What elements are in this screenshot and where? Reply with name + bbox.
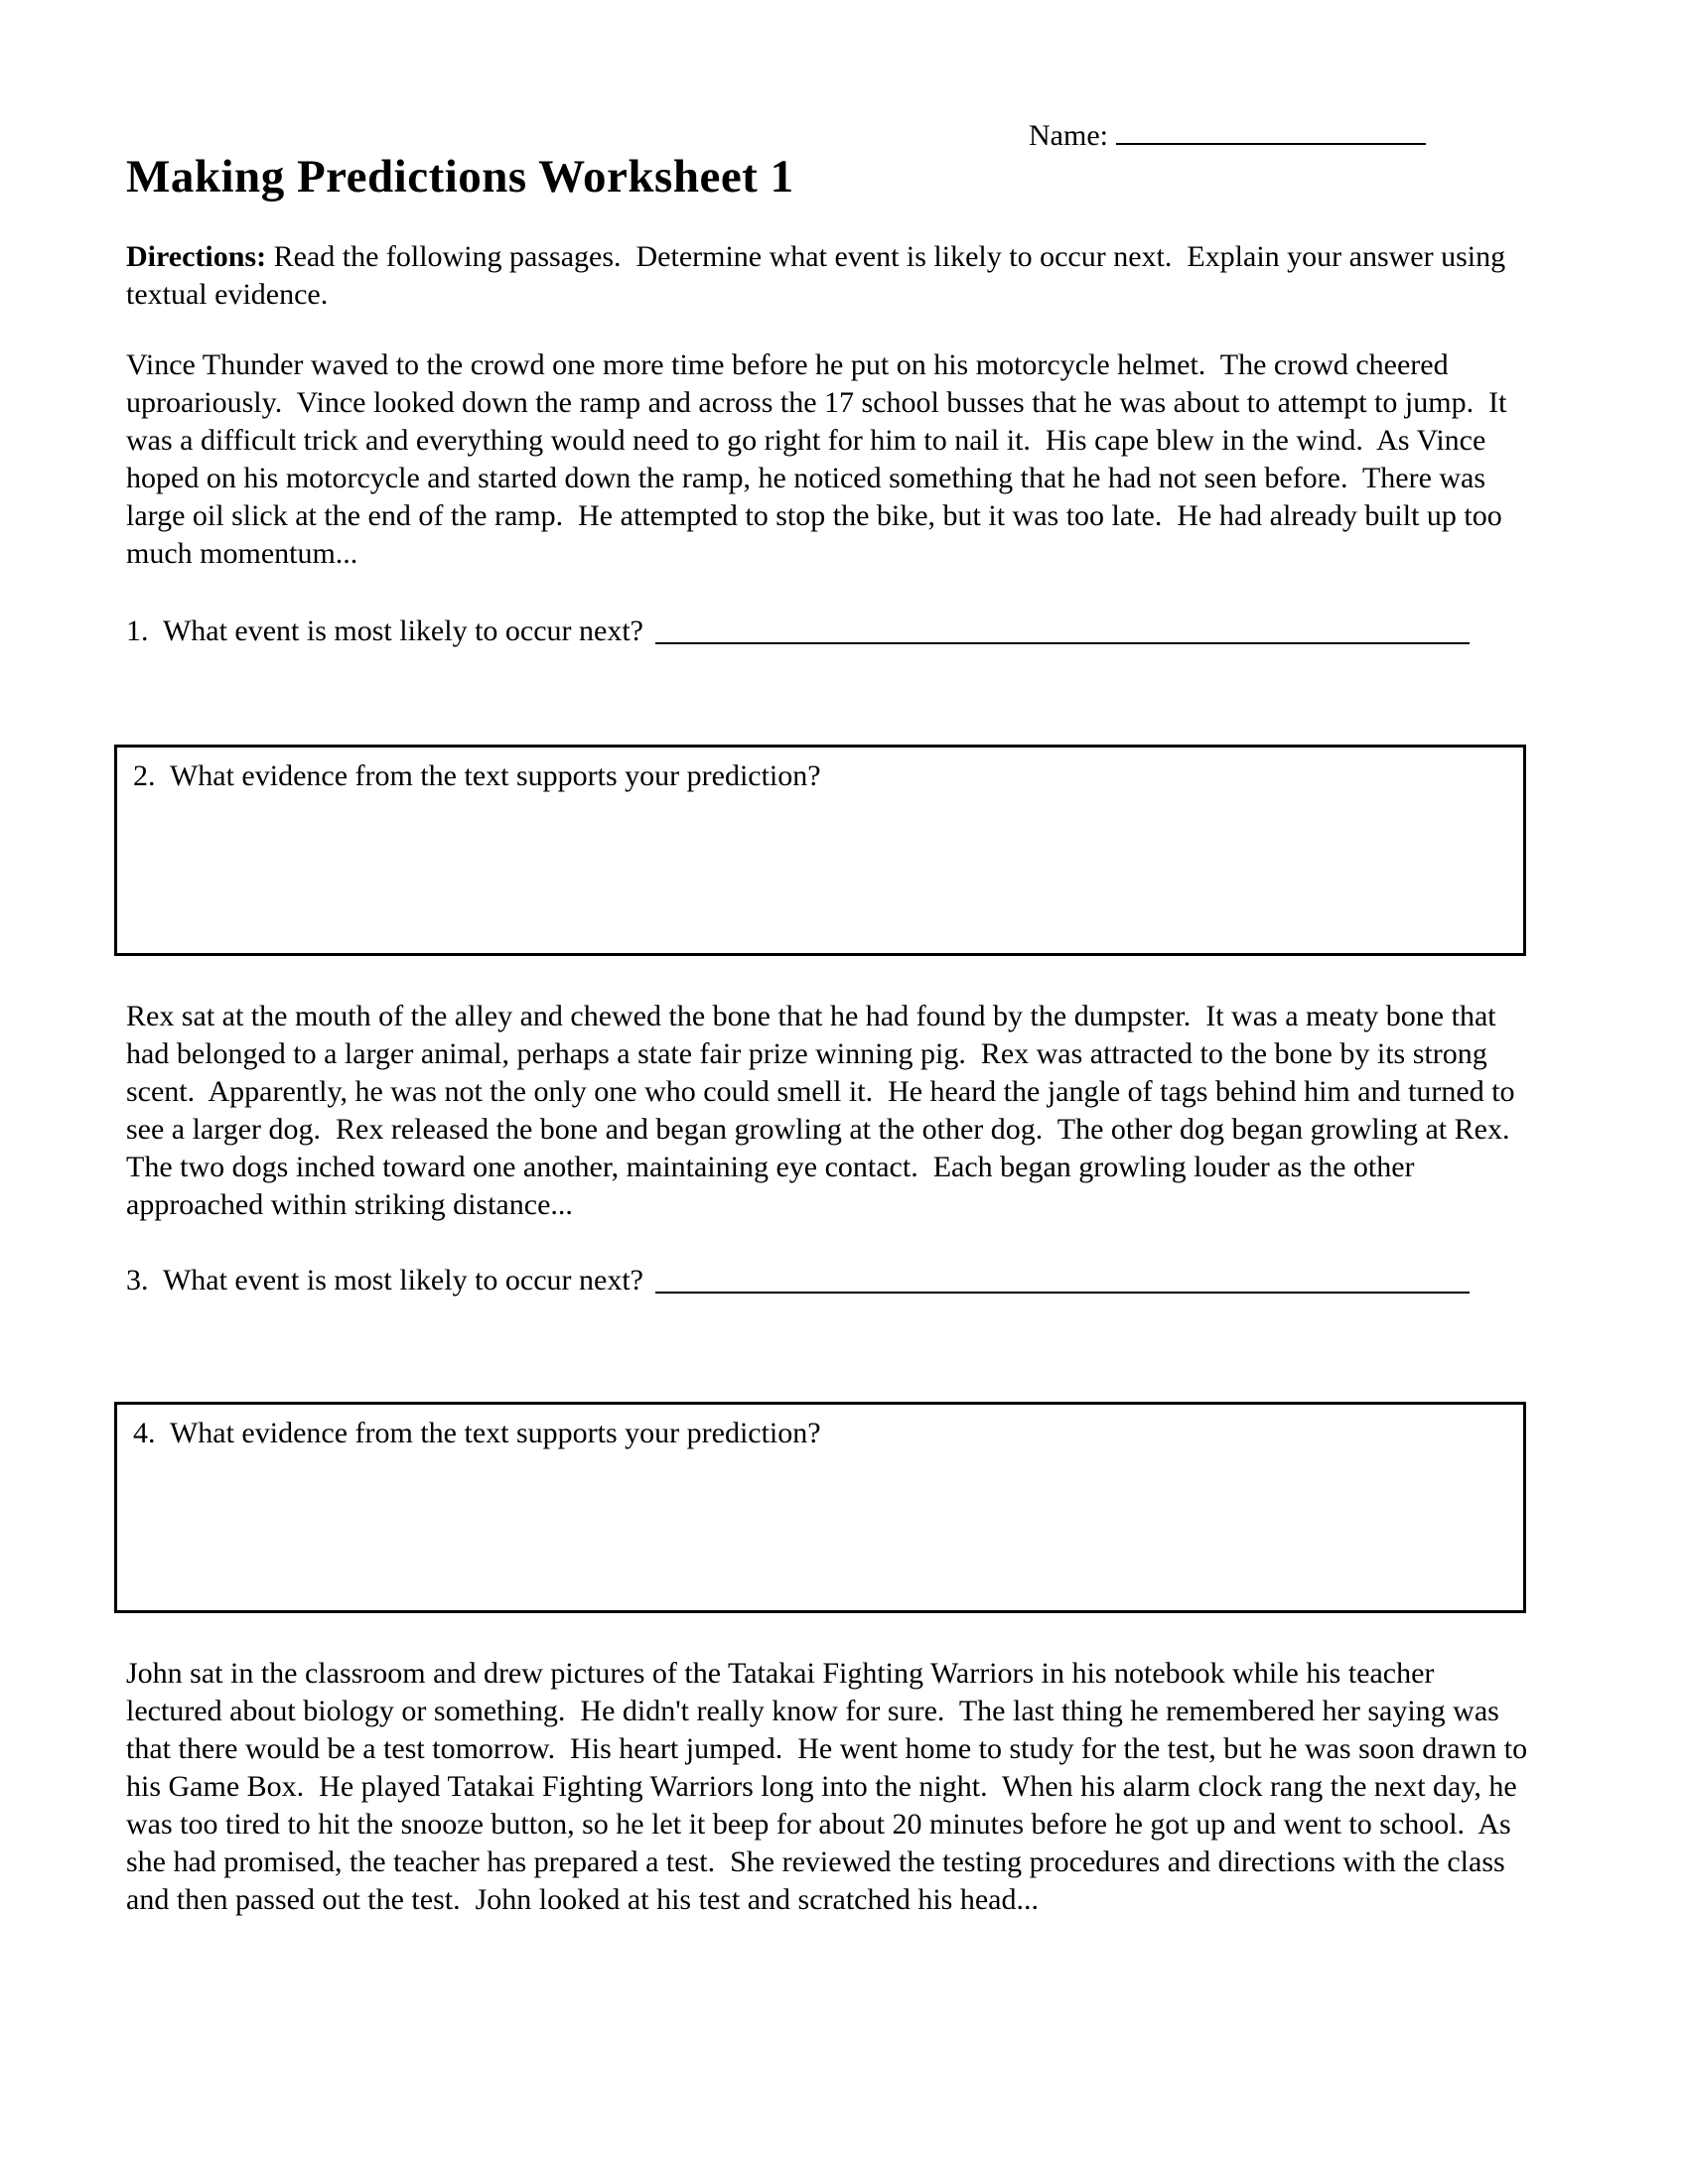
page-title: Making Predictions Worksheet 1 (126, 151, 794, 203)
passage-3: John sat in the classroom and drew pictures of the Tatakai Fighting Warriors in his notebook while his teacher lectured about biology or something. He didn't really know for sure. The last thing he remembered her saying was that there would be a test tomorrow. His heart jumped. He went home to study for the test, but he was soon drawn to his Game Box. He played Tatakai Fighting Warriors long into the night. When his alarm clock rang the next day, he was too tired to hit the snooze button, so he let it beep for about 20 minutes before he got up and went to school. As she had promised, the teacher has prepared a test. She reviewed the testing procedures and directions with the class and then passed out the test. John looked at his test and scratched his head... (126, 1657, 1535, 1916)
question-1-label: 1. What event is most likely to occur next? (126, 614, 643, 647)
passage-1: Vince Thunder waved to the crowd one more time before he put on his motorcycle helmet. The crowd cheered uproariously. Vince looked down the ramp and across the 17 school busses that he was about to attempt to jump. It was a difficult trick and everything would need to go right for him to nail it. His cape blew in the wind. As Vince hoped on his motorcycle and started down the ramp, he noticed something that he had not seen before. There was large oil slick at the end of the ramp. He attempted to stop the bike, but it was too late. He had already built up too much momentum... (126, 348, 1514, 570)
question-3 (126, 1262, 1528, 1299)
question-2-answer-box[interactable] (114, 745, 1526, 956)
worksheet-content (126, 0, 1535, 1919)
question-2-label: 2. What evidence from the text supports your prediction? (133, 759, 821, 792)
question-1 (126, 613, 1528, 650)
name-label: Name: (1029, 119, 1108, 152)
passage-2: Rex sat at the mouth of the alley and chewed the bone that he had found by the dumpster. It was a meaty bone that had belonged to a larger animal, perhaps a state fair prize winning pig. Rex was attracted to the bone by its strong scent. Apparently, he was not the only one who could smell it. He heard the jangle of tags behind him and turned to see a larger dog. Rex released the bone and began growling at the other dog. The other dog began growling at Rex. The two dogs inched toward one another, maintaining eye contact. Each began growling louder as the other approached within striking distance... (126, 1000, 1524, 1221)
question-3-answer-line[interactable] (655, 1262, 1470, 1294)
directions-text: Read the following passages. Determine what event is likely to occur next. Explain your answer using textual evidence. (126, 240, 1513, 311)
question-1-answer-line[interactable] (655, 613, 1470, 644)
question-4-answer-box[interactable] (114, 1402, 1526, 1613)
question-3-label: 3. What event is most likely to occur next? (126, 1264, 643, 1297)
directions (126, 238, 1528, 314)
question-4-label: 4. What evidence from the text supports your prediction? (133, 1417, 821, 1449)
directions-label: Directions: (126, 240, 267, 273)
